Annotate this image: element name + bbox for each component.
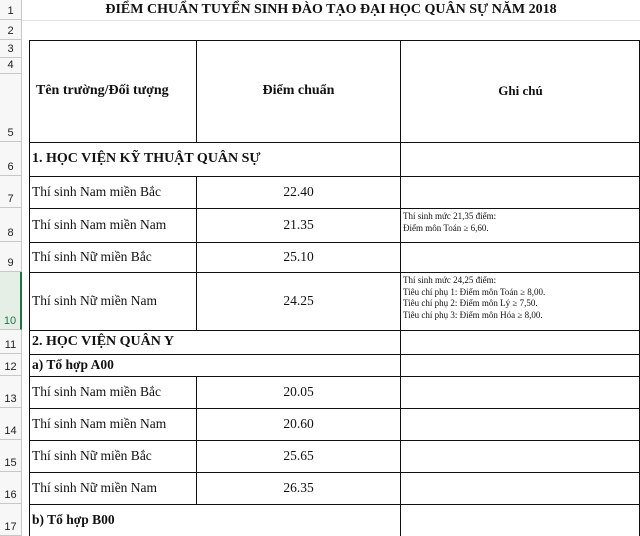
table-border: [29, 354, 640, 355]
table-border: [196, 176, 197, 330]
s2-row2-score[interactable]: 20.60: [283, 416, 314, 431]
row-header-9[interactable]: [0, 242, 22, 272]
table-border: [400, 40, 401, 536]
row-number: 13: [4, 393, 17, 405]
sheet-title[interactable]: ĐIỂM CHUẨN TUYỂN SINH ĐÀO TẠO ĐẠI HỌC QUÂN SỰ NĂM 2018: [105, 2, 557, 17]
table-border: [29, 142, 640, 143]
note-line: Tiêu chí phụ 3: Điểm môn Hóa ≥ 8,00.: [403, 309, 543, 320]
table-border: [29, 40, 640, 41]
row-number: 7: [7, 193, 14, 205]
s1-row1-label[interactable]: Thí sinh Nam miền Bắc: [32, 184, 161, 199]
row-number: 12: [4, 361, 17, 373]
row-number: 11: [4, 339, 17, 351]
row-header-6[interactable]: [0, 142, 22, 176]
row-number: 6: [7, 161, 14, 173]
note-line: Thí sinh mức 24,25 điểm:: [403, 275, 497, 285]
row-number: 14: [4, 425, 17, 437]
s2-row1-score[interactable]: 20.05: [283, 384, 314, 399]
table-border: [29, 242, 640, 243]
row-header-17[interactable]: [0, 504, 22, 536]
row-number: 17: [4, 521, 17, 533]
table-border: [29, 408, 640, 409]
row-number: 5: [7, 127, 14, 139]
row-header-12[interactable]: [0, 354, 22, 376]
row-header-3[interactable]: [0, 40, 22, 58]
table-border: [29, 330, 640, 331]
s1-row3-label[interactable]: Thí sinh Nữ miền Bắc: [32, 249, 152, 264]
row-number: 3: [7, 43, 14, 55]
section2-group-b[interactable]: b) Tổ hợp B00: [32, 512, 115, 527]
row-header-14[interactable]: [0, 408, 22, 440]
s1-row2-note[interactable]: [401, 211, 640, 241]
row-header-16[interactable]: [0, 472, 22, 504]
row-number: 15: [4, 457, 17, 469]
note-line: Tiêu chí phụ 1: Điểm môn Toán ≥ 8,00.: [403, 286, 546, 297]
row-number: 8: [7, 227, 14, 239]
s2-row3-score[interactable]: 25.65: [283, 448, 314, 463]
row-header-4[interactable]: [0, 58, 22, 74]
s1-row2-score[interactable]: 21.35: [283, 217, 314, 232]
header-note-label: Ghi chú: [498, 83, 543, 98]
row-header-10[interactable]: [0, 272, 22, 330]
row-header-13[interactable]: [0, 376, 22, 408]
s2-row3-label[interactable]: Thí sinh Nữ miền Bắc: [32, 448, 152, 463]
table-border: [29, 472, 640, 473]
header-note[interactable]: [401, 40, 640, 142]
s2-row4-label[interactable]: Thí sinh Nữ miền Nam: [32, 480, 158, 495]
row-header-11[interactable]: [0, 330, 22, 354]
row-header-5[interactable]: [0, 74, 22, 142]
table-border: [29, 440, 640, 441]
s2-row4-score[interactable]: 26.35: [283, 480, 314, 495]
gridline: [22, 20, 640, 21]
note-line: Điểm môn Toán ≥ 6,60.: [403, 222, 489, 233]
row-header-15[interactable]: [0, 440, 22, 472]
row-number: 9: [7, 257, 14, 269]
section2-title[interactable]: 2. HỌC VIỆN QUÂN Y: [32, 334, 174, 349]
table-border: [29, 176, 640, 177]
row-number: 1: [7, 5, 14, 17]
header-school-label: Tên trường/Đối tượng: [36, 83, 169, 98]
s1-row4-note[interactable]: [401, 275, 640, 329]
row-header-8[interactable]: [0, 208, 22, 242]
row-header-7[interactable]: [0, 176, 22, 208]
row-number: 2: [7, 25, 14, 37]
row-number: 16: [4, 489, 17, 501]
s1-row4-score[interactable]: 24.25: [283, 293, 314, 308]
header-score-label: Điểm chuẩn: [262, 83, 335, 98]
row-number: 10: [3, 315, 17, 327]
header-school[interactable]: [30, 40, 196, 142]
table-border: [196, 40, 197, 142]
s1-row1-score[interactable]: 22.40: [283, 184, 314, 199]
s2-row2-label[interactable]: Thí sinh Nam miền Nam: [32, 416, 167, 431]
note-line: Thí sinh mức 21,35 điểm:: [403, 211, 497, 221]
s2-row1-label[interactable]: Thí sinh Nam miền Bắc: [32, 384, 161, 399]
table-border: [29, 376, 640, 377]
row-header-2[interactable]: [0, 20, 22, 40]
table-border: [29, 208, 640, 209]
section1-title[interactable]: 1. HỌC VIỆN KỸ THUẬT QUÂN SỰ: [32, 151, 261, 166]
header-score[interactable]: [197, 40, 400, 142]
note-line: Tiêu chí phụ 2: Điểm môn Lý ≥ 7,50.: [403, 298, 538, 308]
s1-row2-label[interactable]: Thí sinh Nam miền Nam: [32, 217, 167, 232]
row-number: 4: [7, 59, 14, 71]
s1-row4-label[interactable]: Thí sinh Nữ miền Nam: [32, 293, 158, 308]
table-border: [29, 504, 640, 505]
table-border: [29, 40, 30, 536]
s1-row3-score[interactable]: 25.10: [283, 249, 314, 264]
table-border: [29, 272, 640, 273]
row-header-1[interactable]: [0, 0, 22, 20]
section2-group-a[interactable]: a) Tổ hợp A00: [32, 357, 114, 372]
